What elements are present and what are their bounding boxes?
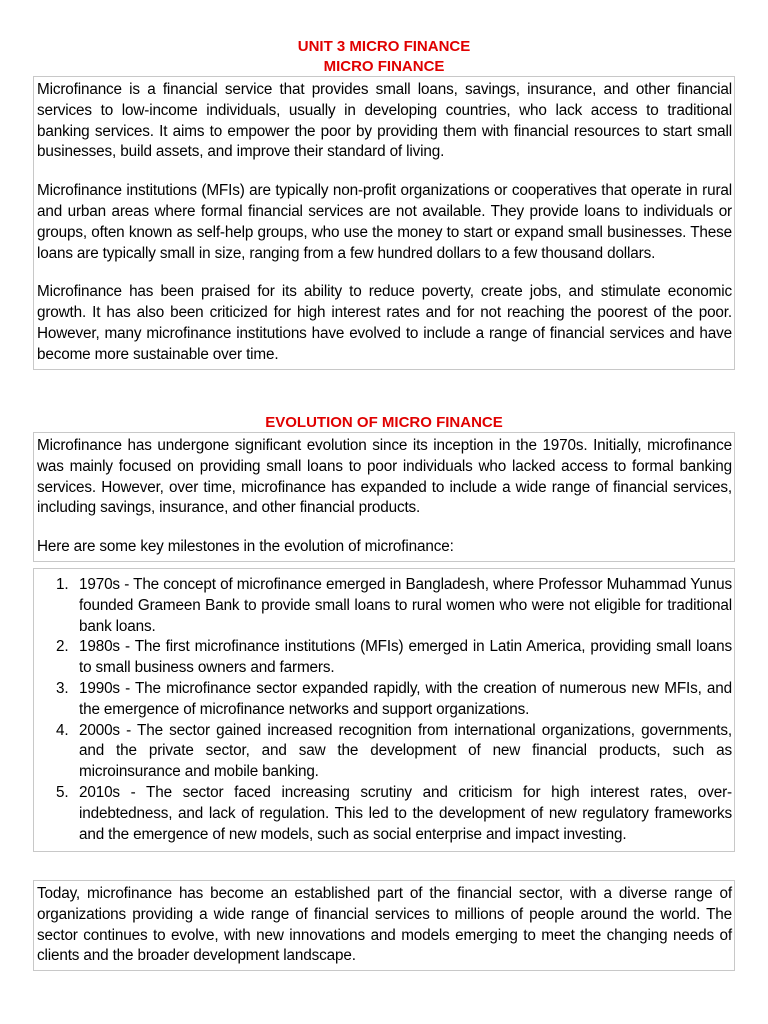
list-item-text: 1980s - The first microfinance institutions (MFIs) emerged in Latin America, providing small loans to small business owners and farmers.: [79, 638, 732, 677]
milestones-list: [34, 575, 732, 845]
section-title-micro-finance: MICRO FINANCE: [323, 58, 445, 75]
list-item-text: 2000s - The sector gained increased recognition from international organizations, governments, and the private sector, and saw the development of new financial products, such as microinsurance and mobile banking.: [79, 721, 732, 781]
list-item-text: 1990s - The microfinance sector expanded rapidly, with the creation of numerous new MFIs, and the emergence of microfinance networks and support organizations.: [79, 679, 732, 718]
list-item: [34, 783, 732, 845]
list-item-number: 4.: [56, 721, 69, 739]
list-item-text: 1970s - The concept of microfinance emerged in Bangladesh, where Professor Muhammad Yunus founded Grameen Bank to provide small loans to rural women who were not eligible for traditional bank loans.: [79, 576, 732, 635]
conclusion-text-box: [33, 880, 735, 971]
paragraph: Here are some key milestones in the evolution of microfinance:: [37, 538, 454, 556]
list-item-number: 3.: [56, 679, 69, 697]
paragraph: Microfinance is a financial service that provides small loans, savings, insurance, and other financial services to low-income individuals, usually in developing countries, who lack access to traditional banking services. It aims to empower the poor by providing them with financial resources to start small businesses, build assets, and improve their standard of living.: [37, 81, 732, 161]
list-item: [34, 721, 732, 783]
list-item: [34, 575, 732, 637]
paragraph: Microfinance has been praised for its ability to reduce poverty, create jobs, and stimulate economic growth. It has also been criticized for high interest rates and for not reaching the poorest of the poor. However, many microfinance institutions have evolved to include a range of financial services and have become more sustainable over time.: [37, 283, 732, 363]
milestones-list-box: [33, 568, 735, 852]
list-item-number: 5.: [56, 783, 69, 801]
list-item-text: 2010s - The sector faced increasing scrutiny and criticism for high interest rates, over-indebtedness, and lack of regulation. This led to the development of new regulatory frameworks and the emergence of new models, such as social enterprise and impact investing.: [79, 783, 732, 843]
unit-title: UNIT 3 MICRO FINANCE: [297, 38, 471, 55]
paragraph: Microfinance has undergone significant evolution since its inception in the 1970s. Initially, microfinance was mainly focused on providing small loans to poor individuals who lacked access to formal banking services. However, over time, microfinance has expanded to include a wide range of financial services, including savings, insurance, and other financial products.: [37, 437, 732, 517]
list-item: [34, 637, 732, 679]
evolution-text-box: [33, 432, 735, 562]
paragraph: Microfinance institutions (MFIs) are typically non-profit organizations or cooperatives that operate in rural and urban areas where formal financial services are not available. They provide loans to individuals or groups, often known as self-help groups, who use the money to start or expand small businesses. These loans are typically small in size, ranging from a few hundred dollars to a few thousand dollars.: [37, 182, 732, 262]
intro-text-box: [33, 76, 735, 370]
list-item-number: 2.: [56, 638, 69, 656]
list-item-number: 1.: [56, 576, 69, 593]
section-title-evolution: EVOLUTION OF MICRO FINANCE: [265, 414, 503, 431]
list-item: [34, 679, 732, 721]
paragraph: Today, microfinance has become an established part of the financial sector, with a diverse range of organizations providing a wide range of financial services to millions of people around the world. The sector continues to evolve, with new innovations and models emerging to meet the changing needs of clients and the broader development landscape.: [37, 885, 732, 965]
